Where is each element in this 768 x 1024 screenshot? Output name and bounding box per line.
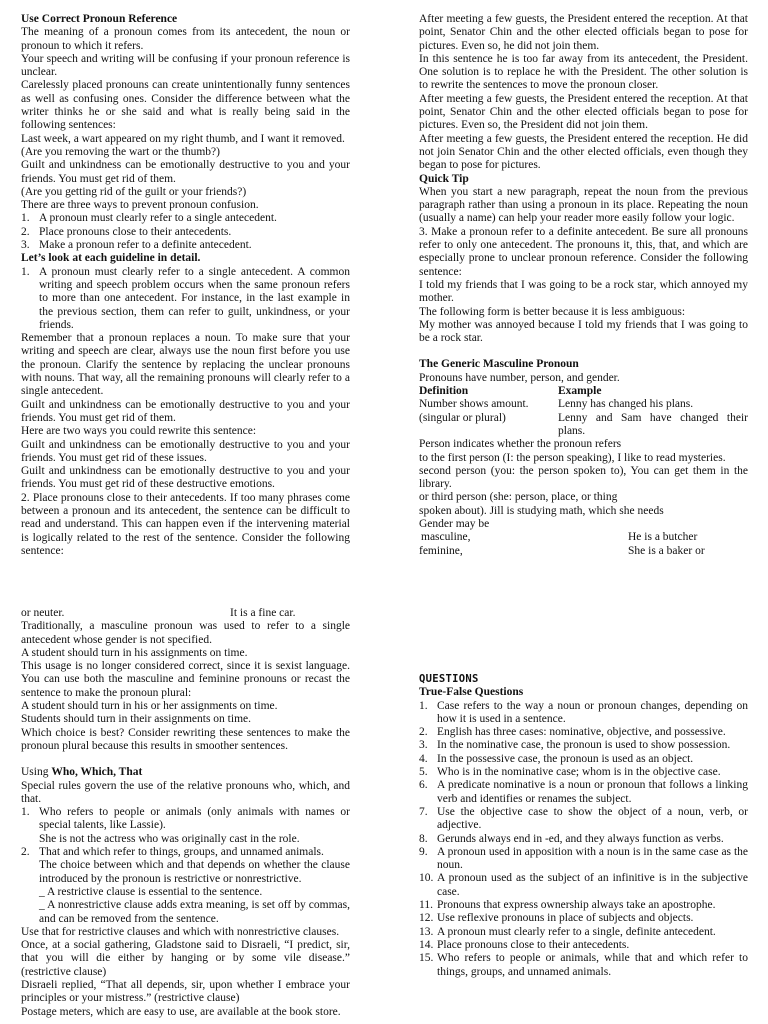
paragraph: Here are two ways you could rewrite this sentence: (21, 425, 257, 438)
paragraph: When you start a new paragraph, repeat the noun from the previous paragraph rather than using a pronoun in its place. Repeating the noun (usually a name) can help your reader more easily follow your logic. (419, 185, 748, 225)
definition-cell: Number shows amount. (419, 398, 529, 411)
question-item: 11. Pronouns that express ownership always take an apostrophe. (419, 899, 716, 912)
rules-list (21, 846, 350, 859)
paragraph: Which choice is best? Consider rewriting these sentences to make the pronoun plural because this results in smoother sentences. (21, 726, 350, 752)
definition-cell: feminine, (419, 544, 463, 557)
paragraph: or third person (she: person, place, or thing (419, 491, 618, 504)
paragraph: This usage is no longer considered correct, since it is sexist language. You can use both the masculine and feminine pronouns or recast the sentence to make the pronoun plural: (21, 660, 350, 699)
question-item: 5. Who is in the nominative case; whom is in the objective case. (419, 766, 721, 779)
example-sentence: I told my friends that I was going to be a rock star, which annoyed my mother. (419, 278, 748, 305)
column-top-right (419, 13, 748, 558)
paragraph: Carelessly placed pronouns can create unintentionally funny sentences as well as confusing ones. Consider the difference between what the writer thinks he or she said and what is really being said in the following sentences: (21, 79, 350, 132)
example-cell: It is a fine car. (230, 607, 296, 619)
paragraph: The choice between which and that depends on whether the clause introduced by the pronoun is restrictive or nonrestrictive. (39, 859, 350, 885)
definition-cell: masculine, (421, 531, 471, 544)
example-sentence: Guilt and unkindness can be emotionally destructive to you and your friends. You must get rid of these issues. (21, 438, 350, 464)
question-item: 9. A pronoun used in apposition with a noun is in the same case as the noun. (419, 845, 748, 872)
paragraph: 2. Place pronouns close to their antecedents. If too many phrases come between a pronoun and its antecedent, the sentence can be difficult to read and understand. This can happen even if the intervening material is logically related to the rest of the sentence. Consider the following sentence: (21, 491, 350, 557)
example-sentence: After meeting a few guests, the President entered the reception. At that point, Senator Chin and the other elected officials began to pose for pictures. Even so, the President did not join them. (419, 92, 748, 132)
paragraph: Gender may be (419, 517, 490, 530)
example-sentence: Guilt and unkindness can be emotionally destructive to you and your friends. You must get rid of these destructive emotions. (21, 465, 350, 491)
question-item: 6. A predicate nominative is a noun or pronoun that follows a linking verb and identifies or renames the subject. (419, 779, 748, 805)
example-cell: He is a butcher (628, 531, 698, 544)
question-item: 7. Use the objective case to show the object of a noun, verb, or adjective. (419, 805, 748, 832)
paragraph: The following form is better because it is less ambiguous: (419, 305, 686, 318)
column-bottom-right (419, 673, 748, 979)
example-sentence: Once, at a social gathering, Gladstone said to Disraeli, “I predict, sir, that you will die either by hanging or by some vile disease.” (restrictive clause) (21, 939, 350, 978)
subheading: Quick Tip (419, 172, 469, 185)
paragraph: There are three ways to prevent pronoun confusion. (21, 199, 259, 212)
example-sentence: After meeting a few guests, the President entered the reception. At that point, Senator Chin and the other elected officials began to pose for pictures. Even so, he did not join them. (419, 13, 748, 52)
paragraph: Remember that a pronoun replaces a noun. To make sure that your writing and speech are clear, always use the noun first before you use the pronoun. Clarify the sentence by replacing the unclear pronouns with nouns. That way, all the remaining pronouns will clearly refer to a single antecedent. (21, 332, 350, 398)
list-item: 1. A pronoun must clearly refer to a single antecedent. (21, 212, 277, 225)
detail-list (21, 266, 350, 332)
subheading: The Generic Masculine Pronoun (419, 358, 579, 371)
list-item: 1. Who refers to people or animals (only animals with names or special talents, like Lassie). (21, 806, 350, 832)
subheading: Let’s look at each guideline in detail. (21, 252, 201, 265)
paragraph: Use that for restrictive clauses and which with nonrestrictive clauses. (21, 925, 340, 938)
example-cell: Lenny and Sam have changed their plans. (558, 411, 748, 437)
question-item: 12. Use reflexive pronouns in place of subjects and objects. (419, 912, 694, 925)
example-sentence: She is not the actress who was originally cast in the role. (39, 832, 300, 845)
paragraph: to the first person (I: the person speaking), I like to read mysteries. (419, 451, 726, 464)
paragraph: (Are you removing the wart or the thumb?) (21, 145, 220, 158)
question-item: 15. Who refers to people or animals, while that and which refer to things, groups, and unnamed animals. (419, 952, 748, 978)
paragraph: second person (you: the person spoken to), You can get them in the library. (419, 464, 748, 491)
question-item: 10. A pronoun used as the subject of an infinitive is in the subjective case. (419, 872, 748, 898)
list-item: 2. Place pronouns close to their antecedents. (21, 225, 232, 238)
ways-list (21, 212, 350, 252)
paragraph: Traditionally, a masculine pronoun was used to refer to a single antecedent whose gender is not specified. (21, 620, 350, 646)
question-item: 4. In the possessive case, the pronoun is used as an object. (419, 752, 694, 765)
rules-list (21, 806, 350, 833)
list-item: 3. Make a pronoun refer to a definite antecedent. (21, 239, 252, 252)
example-sentence: Guilt and unkindness can be emotionally destructive to you and your friends. You must get rid of them. (21, 398, 350, 424)
table-header (419, 385, 748, 398)
example-sentence: Postage meters, which are easy to use, are available at the book store. (21, 1005, 341, 1018)
question-item: 3. In the nominative case, the pronoun is used to show possession. (419, 739, 731, 752)
question-item: 2. English has three cases: nominative, objective, and possessive. (419, 726, 726, 739)
paragraph: (Are you getting rid of the guilt or your friends?) (21, 185, 247, 198)
paragraph: 3. Make a pronoun refer to a definite antecedent. Be sure all pronouns refer to only one antecedent. The pronouns it, this, that, and which are especially prone to unclear pronoun reference. Consider the following sentence: (419, 225, 748, 278)
table-row (419, 531, 748, 544)
paragraph: Your speech and writing will be confusing if your pronoun reference is unclear. (21, 52, 350, 79)
table-row (419, 398, 748, 411)
paragraph: spoken about). Jill is studying math, which she needs (419, 504, 664, 517)
example-sentence: Guilt and unkindness can be emotionally destructive to you and your friends. You must get rid of them. (21, 159, 350, 185)
subheading: Using Who, Which, That (21, 766, 143, 779)
definition-cell: (singular or plural) (419, 411, 506, 424)
paragraph: The meaning of a pronoun comes from its antecedent, the noun or pronoun to which it refers. (21, 26, 350, 52)
table-row (419, 412, 748, 439)
example-sentence: A student should turn in his assignments on time. (21, 646, 248, 659)
paragraph: Special rules govern the use of the relative pronouns who, which, and that. (21, 779, 350, 805)
questions-list (419, 700, 748, 979)
paragraph: In this sentence he is too far away from its antecedent, the President. One solution is to replace he with the President. The other solution is to rewrite the sentences to move the pronoun closer. (419, 52, 748, 92)
subheading: True-False Questions (419, 686, 524, 699)
column-bottom-left (21, 607, 350, 1019)
column-top-left (21, 13, 350, 558)
paragraph: _ A restrictive clause is essential to the sentence. (39, 885, 263, 898)
question-item: 13. A pronoun must clearly refer to a single, definite antecedent. (419, 925, 716, 938)
definition-header: Definition (419, 385, 469, 398)
example-sentence: My mother was annoyed because I told my friends that I was going to be a rock star. (419, 318, 748, 345)
list-item: 1. A pronoun must clearly refer to a single antecedent. A common writing and speech problem occurs when the same pronoun refers to more than one antecedent. For instance, in the last example in the previous section, them can refer to guilt, unkindness, or your friends. (21, 265, 350, 331)
definition-cell: or neuter. (21, 607, 65, 619)
paragraph: Pronouns have number, person, and gender. (419, 371, 620, 384)
list-item: 2. That and which refer to things, groups, and unnamed animals. (21, 846, 324, 859)
example-sentence: A student should turn in his or her assignments on time. (21, 700, 278, 713)
questions-heading: QUESTIONS (419, 673, 479, 685)
example-sentence: Students should turn in their assignments on time. (21, 713, 251, 726)
paragraph: _ A nonrestrictive clause adds extra meaning, is set off by commas, and can be removed from the sentence. (39, 899, 350, 925)
paragraph: Person indicates whether the pronoun refers (419, 438, 622, 451)
example-sentence: Last week, a wart appeared on my right thumb, and I want it removed. (21, 132, 345, 145)
example-header: Example (558, 385, 602, 398)
question-item: 1. Case refers to the way a noun or pronoun changes, depending on how it is used in a sentence. (419, 699, 748, 725)
example-cell: She is a baker or (628, 544, 705, 557)
section-title: Use Correct Pronoun Reference (21, 13, 178, 25)
question-item: 8. Gerunds always end in -ed, and they always function as verbs. (419, 832, 724, 845)
table-row (21, 607, 350, 620)
example-cell: Lenny has changed his plans. (558, 398, 694, 411)
question-item: 14. Place pronouns close to their antecedents. (419, 938, 630, 951)
example-sentence: Disraeli replied, “That all depends, sir, upon whether I embrace your principles or your mistress.” (restrictive clause) (21, 979, 350, 1005)
table-row (419, 545, 748, 558)
example-sentence: After meeting a few guests, the President entered the reception. He did not join Senator Chin and the other elected officials, even though they began to pose for pictures. (419, 132, 748, 172)
